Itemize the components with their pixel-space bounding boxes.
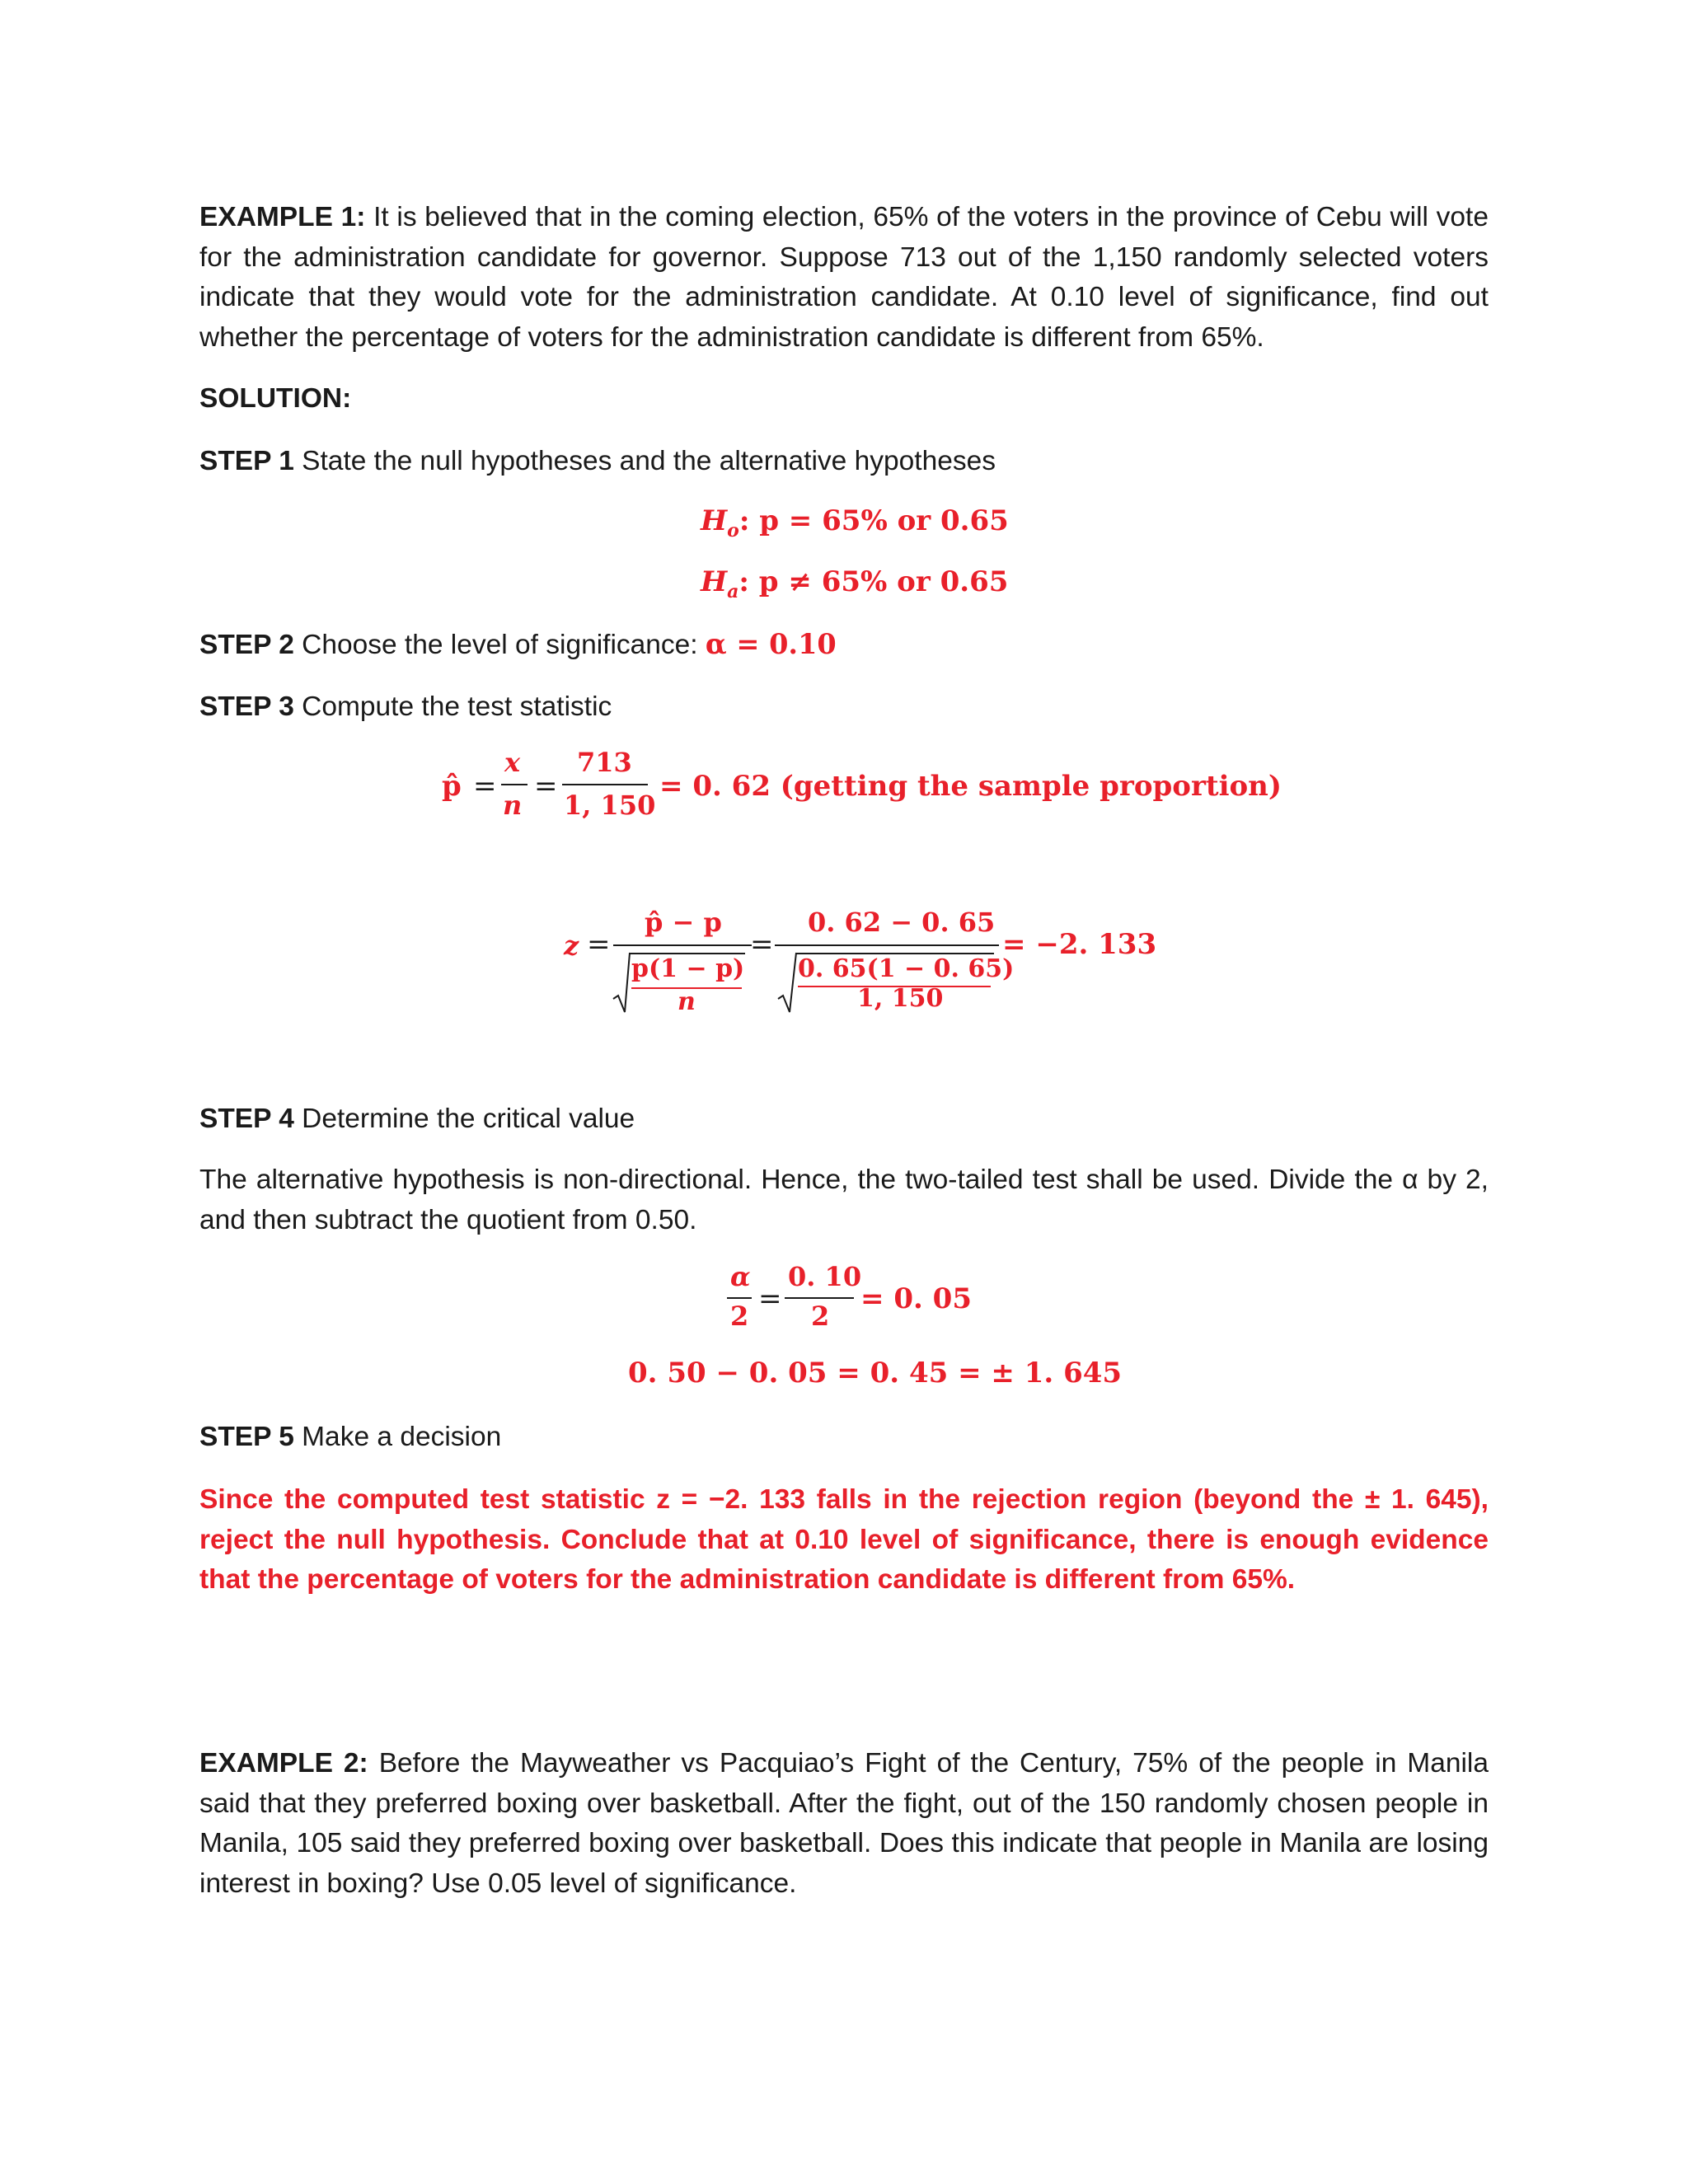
frac-x: x: [504, 747, 521, 778]
step1-line: [199, 442, 996, 481]
phat-symbol: p̂: [442, 770, 462, 803]
example1-label: EXAMPLE 1:: [199, 202, 366, 232]
step4-line: [199, 1099, 635, 1139]
z-symbol: z: [564, 930, 579, 961]
step5-line: [199, 1418, 501, 1457]
example2-text: Before the Mayweather vs Pacquiao’s Fight of the Century, 75% of the people in Manila said that they preferred boxing over basketball. After the fight, out of the 150 randomly chosen people in Manila, 105 said they preferred boxing over basketball. Does this indicate that people in Manila are losing interest in boxing? Use 0.05 level of significance.: [199, 1748, 1489, 1899]
example1-paragraph: [199, 198, 1489, 358]
step5-label: STEP 5: [199, 1422, 294, 1452]
step4-text: Determine the critical value: [302, 1104, 635, 1134]
z-den-values-num: 0. 65(1 − 0. 65): [798, 954, 1015, 983]
frac-1150: 1, 150: [564, 790, 656, 821]
alpha-den: 2: [730, 1301, 749, 1332]
sqrt-icon: [613, 948, 630, 1014]
step1-label: STEP 1: [199, 446, 294, 476]
frac-2: 2: [811, 1301, 830, 1332]
z-result: = −2. 133: [1002, 928, 1157, 961]
phat-result: = 0. 62 (getting the sample proportion): [659, 770, 1282, 803]
solution-label: SOLUTION:: [199, 383, 352, 414]
document-page: EXAMPLE 1: It is believed that in the coming election, 65% of the voters in the province of Cebu will vote for the administration candidate for governor. Suppose 713 out of the 1,150 randomly selected voters indicate that they would vote for the administration candidate. At 0.10 level of significance, find out whether the percentage of voters for the administration candidate is different from 65%. SOLUTION: STEP 1 State the null hypotheses and the alternative hypotheses $H_o$: p = 65% or 0.65 $H_a$: p ≠ 65% or 0.65 STEP 2 Choose the level of significance: α = 0.10 STEP 3 Compute the test statistic p̂ = x n = 713 1, 150 = 0. 62 (getting the sample proportion) z = p̂ − p p(1 − p) n = 0. 62 − 0. 65 0. 65(1 − 0. 65) 1, 150 = −2. 133 STEP 4 Determine the critical value The alternative hypothesis is non-directional. Hence, the two-tailed test shall be used. Divide the α by 2, and then subtract the quotient from 0.50. α 2 = 0. 10 2 = 0. 05 0. 50 − 0. 05 = 0. 45 = ± 1. 645 STEP 5 Make a decision Since the computed test statistic z = −2. 133 falls in the rejection region (beyond the ± 1. 645), reject the null hypothesis. Conclude that at 0.10 level of significance, there is enough evidence that the percentage of voters for the administration candidate is different from 65%. EXAMPLE 2: Before the Mayweather vs Pacquiao’s Fight of the Century, 75% of the people in Manila said that they preferred boxing over basketball. After the fight, out of the 150 randomly chosen people in Manila, 105 said they preferred boxing over basketball. Does this indicate that people in Manila are losing interest in boxing? Use 0.05 level of significance.: [0, 0, 1688, 2184]
step5-text: Make a decision: [302, 1422, 502, 1452]
z-den-values-den: 1, 150: [857, 984, 944, 1013]
z-den-symbolic-num: p(1 − p): [631, 954, 745, 983]
step3-label: STEP 3: [199, 691, 294, 722]
alternative-hypothesis: $H_a$: p ≠ 65% or 0.65: [701, 565, 1009, 602]
example2-paragraph: [199, 1744, 1489, 1904]
step2-alpha-value: α = 0.10: [705, 628, 837, 660]
step4-label: STEP 4: [199, 1104, 294, 1134]
step1-text: State the null hypotheses and the alternative hypotheses: [302, 446, 996, 476]
frac-010: 0. 10: [788, 1261, 862, 1292]
frac-713: 713: [577, 747, 632, 778]
step3-line: [199, 687, 612, 727]
step4-explanation: The alternative hypothesis is non-directional. Hence, the two-tailed test shall be used. Divide the α by 2, and then subtract the quotient from 0.50.: [199, 1165, 1489, 1235]
step3-text: Compute the test statistic: [302, 691, 612, 722]
step2-text: Choose the level of significance:: [302, 630, 698, 660]
z-num-symbolic: p̂ − p: [645, 907, 722, 938]
example2-label: EXAMPLE 2:: [199, 1748, 368, 1779]
z-den-symbolic-den: n: [678, 987, 696, 1016]
alpha-half-result: = 0. 05: [860, 1282, 972, 1315]
sqrt-icon: [778, 948, 796, 1014]
alpha-num: α: [730, 1261, 751, 1292]
step2-line: [199, 625, 837, 665]
decision-conclusion: Since the computed test statistic z = −2. 133 falls in the rejection region (beyond the ± 1. 645), reject the null hypothesis. Conclude that at 0.10 level of significance, there is enough evidence that the percentage of voters for the administration candidate is different from 65%.: [199, 1484, 1489, 1595]
step2-label: STEP 2: [199, 630, 294, 660]
example1-text: It is believed that in the coming election, 65% of the voters in the province of Cebu will vote for the administration candidate for governor. Suppose 713 out of the 1,150 randomly selected voters indicate that they would vote for the administration candidate. At 0.10 level of significance, find out whether the percentage of voters for the administration candidate is different from 65%.: [199, 202, 1489, 353]
z-num-values: 0. 62 − 0. 65: [808, 907, 996, 938]
frac-n: n: [503, 790, 523, 821]
null-hypothesis: $H_o$: p = 65% or 0.65: [701, 504, 1009, 541]
critical-value-equation: 0. 50 − 0. 05 = 0. 45 = ± 1. 645: [628, 1357, 1123, 1390]
